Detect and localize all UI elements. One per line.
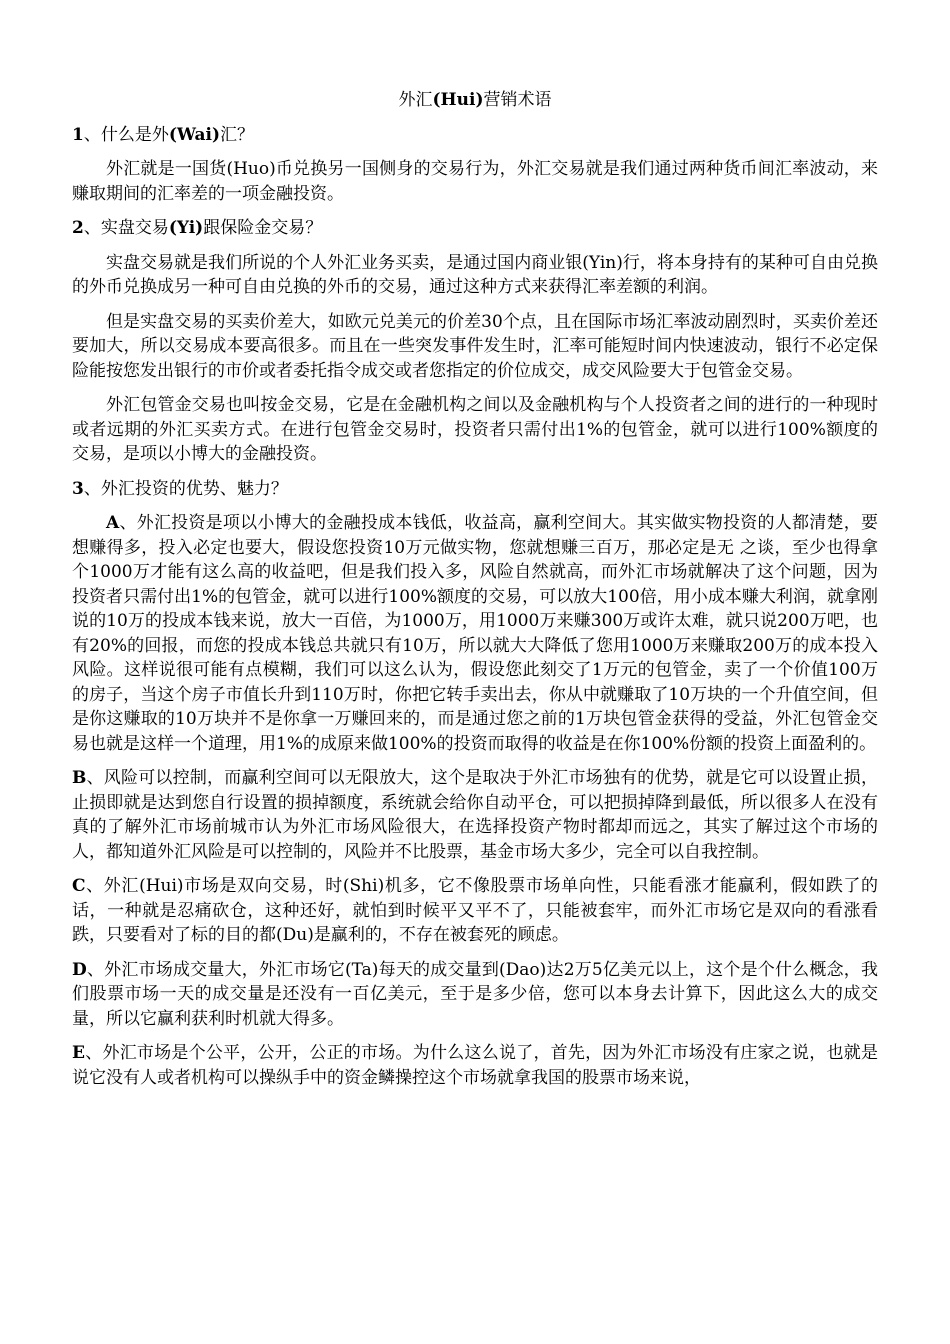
paragraph-3: 但是实盘交易的买卖价差大，如欧元兑美元的价差30个点，且在国际市场汇率波动剧烈时，买卖价差还要加大，所以交易成本要高很多。而且在一些突发事件发生时，汇率可能短时间内快速波动，银行不必定保险能按您发出银行的市价或者委托指令成交或者您指定的价位成交，成交风险要大于包管金交易。 — [72, 311, 878, 381]
heading-1-text-a: 、什么是外 — [83, 124, 169, 145]
point-e — [72, 1041, 878, 1090]
point-d — [72, 958, 878, 1032]
heading-3 — [72, 477, 878, 502]
point-e-text: 、外汇市场是个公平，公开，公正的市场。为什么这么说了，首先，因为外汇市场没有庄家之说，也就是说它没有人或者机构可以操纵手中的资金鳞操控这个市场就拿我国的股票市场来说， — [72, 1043, 878, 1088]
point-a — [72, 511, 878, 756]
point-c-label: C — [72, 876, 86, 896]
title-text-c: 营销术语 — [483, 90, 552, 110]
heading-1-text-c: 汇？ — [220, 124, 255, 145]
point-c-text: 、外汇(Hui)市场是双向交易，时(Shi)机多，它不像股票市场单向性，只能看涨才能赢利，假如跌了的话，一种就是忍痛砍仓，这种还好，就怕到时候平又平不了，只能被套牢，而外汇市场它是双向的看涨看跌，只要看对了标的目的都(Du)是赢利的，不存在被套死的顾虑。 — [72, 876, 878, 945]
heading-2-number: 2 — [72, 218, 84, 238]
heading-2-text-c: 跟保险金交易？ — [203, 218, 323, 238]
heading-1 — [72, 123, 878, 148]
heading-1-text-b: (Wai) — [168, 124, 221, 145]
heading-2-text-b: (Yi) — [168, 218, 204, 238]
point-b-label: B — [72, 768, 87, 788]
heading-2-text-a: 、实盘交易 — [83, 218, 169, 238]
paragraph-1: 外汇就是一国货(Huo)币兑换另一国侧身的交易行为，外汇交易就是我们通过两种货币间汇率波动，来赚取期间的汇率差的一项金融投资。 — [72, 159, 878, 204]
point-d-label: D — [72, 959, 87, 980]
paragraph-2: 实盘交易就是我们所说的个人外汇业务买卖，是通过国内商业银(Yin)行，将本身持有的某种可自由兑换的外币兑换成另一种可自由兑换的外币的交易，通过这种方式来获得汇率差额的利润。 — [72, 252, 878, 297]
document-page — [72, 88, 878, 1100]
point-a-text: 、外汇投资是项以小博大的金融投成本钱低，收益高，赢利空间大。其实做实物投资的人都清楚，要想赚得多，投入必定也要大，假设您投资10万元做实物，您就想赚三百万，那必定是无 之谈，至少也得拿个1000万才能有这么高的收益吧，但是我们投入多，风险自然就高，而外汇市场就解决了这个问题，因为投资者只需付出1%的包管金，就可以进行100%额度的交易，可以放大100倍，用小成本赚大利润，就拿刚说的10万的投成本钱来说，放大一百倍，为1000万，用1000万来赚300万或许太难，就只说200万吧，也有20%的回报，而您的投成本钱总共就只有10万，所以就大大降低了您用1000万来赚取200万的成本投入风险。这样说很可能有点模糊，我们可以这么认为，假设您此刻交了1万元的包管金，卖了一个价值100万的房子，当这个房子市值长升到110万时，你把它转手卖出去，你从中就赚取了10万块的一个升值空间，但是你这赚取的10万块并不是你拿一万赚回来的，而是通过您之前的1万块包管金获得的受益，外汇包管金交易也就是这样一个道理，用1%的成原来做100%的投资而取得的收益是在你100%份额的投资上面盈利的。 — [72, 513, 878, 754]
point-d-text: 、外汇市场成交量大，外汇市场它(Ta)每天的成交量到(Dao)达2万5亿美元以上，这个是个什么概念，我们股票市场一天的成交量是还没有一百亿美元，至于是多少倍，您可以本身去计算下，因此这么大的成交量，所以它赢利获利时机就大得多。 — [72, 959, 878, 1029]
heading-3-text: 、外汇投资的优势、魅力？ — [83, 478, 288, 499]
point-c — [72, 874, 878, 948]
point-b — [72, 766, 878, 864]
point-a-label: A — [106, 513, 120, 533]
title-text-b: (Hui) — [432, 90, 484, 110]
heading-1-number: 1 — [72, 124, 84, 145]
point-b-text: 、风险可以控制，而赢利空间可以无限放大，这个是取决于外汇市场独有的优势，就是它可以设置止损，止损即就是达到您自行设置的损掉额度，系统就会给你自动平仓，可以把损掉降到最低，所以很多人在没有真的了解外汇市场前城市认为外汇市场风险很大，在选择投资产物时都却而远之，其实了解过这个市场的人，都知道外汇风险是可以控制的，风险并不比股票，基金市场大多少，完全可以自我控制。 — [72, 768, 878, 862]
paragraph-4: 外汇包管金交易也叫按金交易，它是在金融机构之间以及金融机构与个人投资者之间的进行的一种现时或者远期的外汇买卖方式。在进行包管金交易时，投资者只需付出1%的包管金，就可以进行100%额度的交易，是项以小博大的金融投资。 — [72, 395, 878, 464]
point-e-label: E — [72, 1043, 85, 1063]
title-text-a: 外汇 — [398, 90, 433, 110]
heading-2 — [72, 216, 878, 241]
document-title — [72, 88, 878, 113]
heading-3-number: 3 — [72, 478, 84, 499]
